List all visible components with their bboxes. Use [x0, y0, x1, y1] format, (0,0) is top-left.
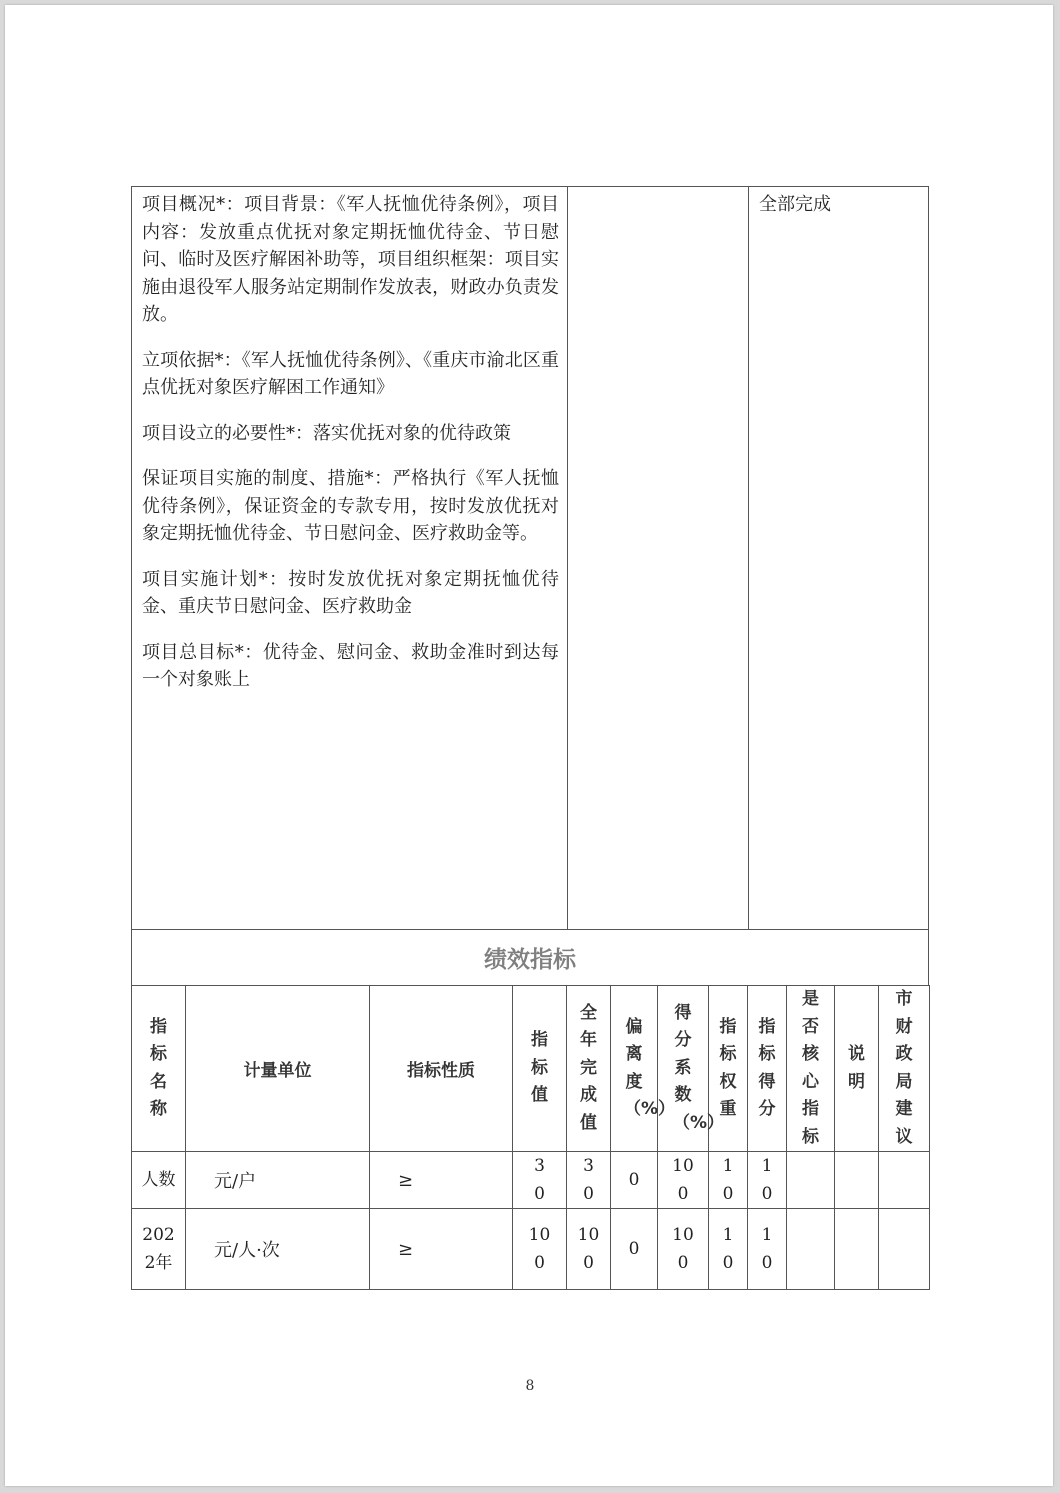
- cell-nature: ≥: [370, 1152, 513, 1209]
- header-nature: 指标性质: [370, 986, 513, 1152]
- table-row: [132, 1152, 930, 1209]
- cell-value: 100: [513, 1209, 567, 1290]
- cell-name: 人数: [132, 1152, 186, 1209]
- header-unit: 计量单位: [186, 986, 370, 1152]
- cell-coef: 100: [658, 1152, 709, 1209]
- cell-note: [835, 1152, 879, 1209]
- page-number: 8: [525, 1378, 535, 1394]
- cell-value: 30: [513, 1152, 567, 1209]
- cell-unit: 元/户: [186, 1152, 370, 1209]
- performance-section-title: 绩效指标: [131, 929, 929, 986]
- header-value: 指标值: [513, 986, 567, 1152]
- paragraph-measures: 保证项目实施的制度、措施*：严格执行《军人抚恤优待条例》，保证资金的专款专用，按时发放优抚对象定期抚恤优待金、节日慰问金、医疗救助金等。: [142, 468, 559, 544]
- cell-score: 10: [748, 1209, 787, 1290]
- performance-indicator-table: [131, 985, 930, 1290]
- header-core: 是否核心指标: [787, 986, 835, 1152]
- paragraph-basis: 立项依据*：《军人抚恤优待条例》、《重庆市渝北区重点优抚对象医疗解困工作通知》: [142, 349, 559, 398]
- header-indicator-name: 指标名称: [132, 986, 186, 1152]
- header-annual-done: 全年完成值: [567, 986, 611, 1152]
- header-advice: 市财政局建议: [879, 986, 930, 1152]
- cell-note: [835, 1209, 879, 1290]
- cell-advice: [879, 1152, 930, 1209]
- paragraph-goal: 项目总目标*：优待金、慰问金、救助金准时到达每一个对象账上: [142, 641, 559, 690]
- header-note: 说明: [835, 986, 879, 1152]
- middle-cell: [568, 187, 749, 929]
- header-deviation: 偏离度（%）: [611, 986, 658, 1152]
- cell-nature: ≥: [370, 1209, 513, 1290]
- cell-core: [787, 1209, 835, 1290]
- cell-weight: 10: [709, 1209, 748, 1290]
- header-score: 指标得分: [748, 986, 787, 1152]
- paragraph-plan: 项目实施计划*：按时发放优抚对象定期抚恤优待金、重庆节日慰问金、医疗救助金: [142, 568, 559, 617]
- cell-advice: [879, 1209, 930, 1290]
- paragraph-necessity: 项目设立的必要性*：落实优抚对象的优待政策: [142, 422, 511, 444]
- cell-done: 30: [567, 1152, 611, 1209]
- header-score-coef: 得分系数（%）: [658, 986, 709, 1152]
- header-weight: 指标权重: [709, 986, 748, 1152]
- cell-weight: 10: [709, 1152, 748, 1209]
- cell-score: 10: [748, 1152, 787, 1209]
- cell-done: 100: [567, 1209, 611, 1290]
- cell-deviation: 0: [611, 1152, 658, 1209]
- cell-deviation: 0: [611, 1209, 658, 1290]
- project-overview-table: [131, 186, 929, 930]
- table-row: [132, 1209, 930, 1290]
- cell-coef: 100: [658, 1209, 709, 1290]
- completion-status-cell: 全部完成: [759, 194, 831, 215]
- cell-core: [787, 1152, 835, 1209]
- paragraph-background: 项目概况*：项目背景：《军人抚恤优待条例》，项目内容：发放重点优抚对象定期抚恤优待金、节日慰问、临时及医疗解困补助等，项目组织框架：项目实施由退役军人服务站定期制作发放表，财政办负责发放。: [142, 194, 559, 325]
- project-description-cell: [132, 187, 568, 929]
- header-row: [132, 986, 930, 1152]
- cell-name: 2022年: [132, 1209, 186, 1290]
- cell-unit: 元/人·次: [186, 1209, 370, 1290]
